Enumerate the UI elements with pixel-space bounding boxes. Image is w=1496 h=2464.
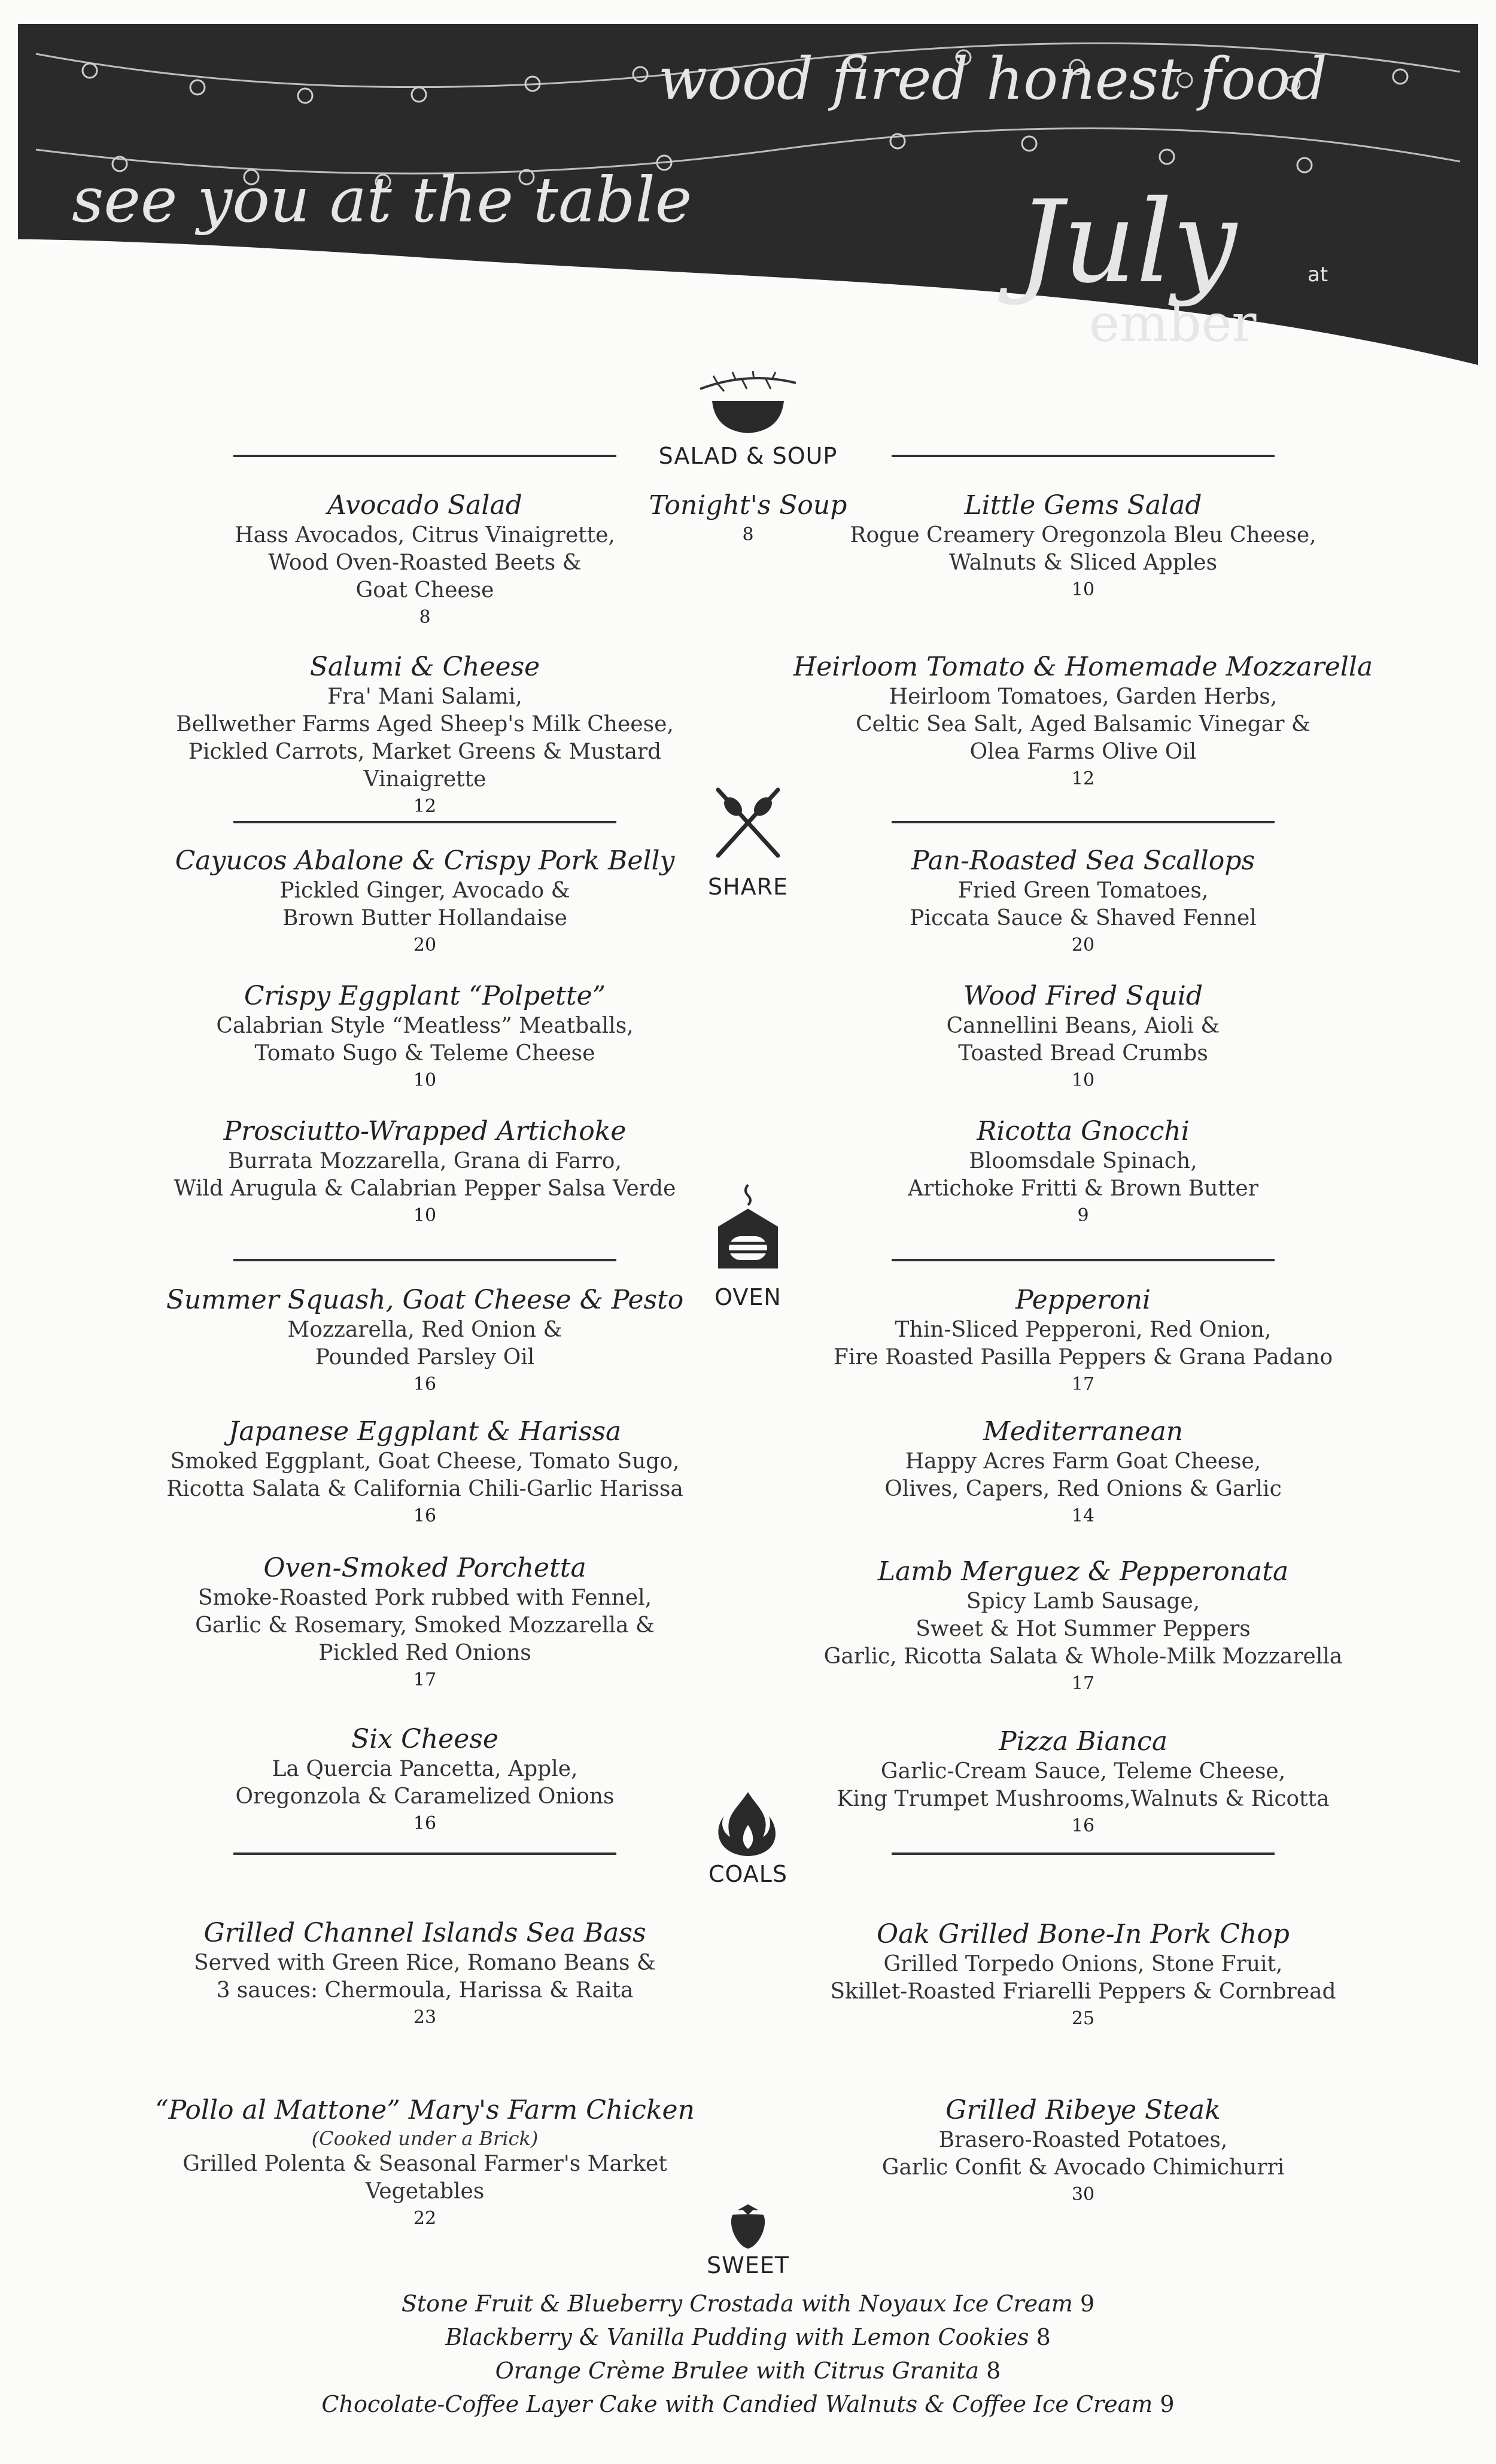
banner-art bbox=[0, 0, 1496, 371]
item-desc: King Trumpet Mushrooms,Walnuts & Ricotta bbox=[837, 1787, 1330, 1811]
item-name: Pizza Bianca bbox=[998, 1726, 1168, 1757]
item-desc: Happy Acres Farm Goat Cheese, bbox=[905, 1449, 1261, 1474]
menu-item bbox=[784, 2094, 1382, 2208]
menu-item bbox=[126, 1284, 724, 1398]
section-salad-soup bbox=[0, 359, 1496, 469]
item-name: Oak Grilled Bone-In Pork Chop bbox=[877, 1919, 1290, 1949]
item-name: Wood Fired Squid bbox=[963, 981, 1203, 1011]
item-desc: Brasero-Roasted Potatoes, bbox=[938, 2128, 1228, 2152]
item-price: 14 bbox=[1071, 1505, 1095, 1526]
strawberry-icon bbox=[682, 2202, 814, 2252]
item-name: Mediterranean bbox=[983, 1416, 1184, 1447]
dessert-name: Orange Crème Brulee with Citrus Granita bbox=[495, 2357, 980, 2384]
section-label-share: SHARE bbox=[707, 874, 789, 900]
item-name: Pepperoni bbox=[1015, 1285, 1151, 1315]
item-desc: Wild Arugula & Calabrian Pepper Salsa Verde bbox=[174, 1176, 676, 1201]
item-desc: Olea Farms Olive Oil bbox=[969, 740, 1197, 764]
item-desc: Garlic & Rosemary, Smoked Mozzarella & bbox=[195, 1613, 655, 1638]
item-name: Grilled Channel Islands Sea Bass bbox=[203, 1918, 646, 1948]
item-desc: Pounded Parsley Oil bbox=[315, 1345, 535, 1370]
menu-item bbox=[784, 845, 1382, 959]
item-desc: Bellwether Farms Aged Sheep's Milk Cheese, bbox=[176, 712, 674, 737]
item-desc: Ricotta Salata & California Chili-Garlic Harissa bbox=[166, 1477, 683, 1501]
item-price: 10 bbox=[1071, 579, 1095, 600]
item-name: Summer Squash, Goat Cheese & Pesto bbox=[166, 1285, 684, 1315]
item-price: 17 bbox=[1071, 1673, 1095, 1694]
item-desc: Goat Cheese bbox=[355, 578, 494, 603]
item-desc: Toasted Bread Crumbs bbox=[958, 1041, 1208, 1066]
item-price: 8 bbox=[742, 524, 754, 545]
menu-item bbox=[784, 489, 1382, 603]
item-name: Ricotta Gnocchi bbox=[977, 1116, 1190, 1146]
item-desc: Hass Avocados, Citrus Vinaigrette, bbox=[235, 523, 615, 547]
item-name: Prosciutto-Wrapped Artichoke bbox=[223, 1116, 627, 1146]
item-name: Six Cheese bbox=[351, 1724, 498, 1754]
item-price: 16 bbox=[1071, 1815, 1095, 1836]
item-desc: Mozzarella, Red Onion & bbox=[287, 1318, 562, 1342]
section-sweet bbox=[0, 2202, 1496, 2280]
item-subtitle: (Cooked under a Brick) bbox=[311, 2127, 539, 2150]
item-name: “Pollo al Mattone” Mary's Farm Chicken bbox=[155, 2095, 695, 2125]
item-desc: Oregonzola & Caramelized Onions bbox=[235, 1784, 615, 1809]
item-price: 17 bbox=[413, 1669, 437, 1690]
bowl-icon bbox=[682, 371, 814, 439]
item-desc: Burrata Mozzarella, Grana di Farro, bbox=[228, 1149, 622, 1173]
item-desc: Grilled Torpedo Onions, Stone Fruit, bbox=[883, 1952, 1283, 1976]
section-label-sweet: SWEET bbox=[707, 2252, 789, 2279]
at-label: at bbox=[1308, 263, 1328, 287]
menu-item bbox=[126, 980, 724, 1094]
dessert-price: 9 bbox=[1160, 2391, 1175, 2417]
menu-item bbox=[784, 980, 1382, 1094]
item-price: 22 bbox=[413, 2208, 437, 2229]
item-desc: Celtic Sea Salt, Aged Balsamic Vinegar & bbox=[856, 712, 1310, 737]
item-desc: Heirloom Tomatoes, Garden Herbs, bbox=[889, 685, 1278, 709]
dessert-item bbox=[0, 2387, 1496, 2421]
item-name: Little Gems Salad bbox=[964, 490, 1202, 521]
menu-item bbox=[784, 651, 1382, 792]
menu-item bbox=[784, 1918, 1382, 2032]
item-name: Cayucos Abalone & Crispy Pork Belly bbox=[175, 845, 675, 876]
item-desc: Pickled Carrots, Market Greens & Mustard Vinaigrette bbox=[188, 740, 662, 792]
item-price: 10 bbox=[413, 1205, 437, 1226]
item-name: Japanese Eggplant & Harissa bbox=[228, 1416, 622, 1447]
item-desc: Artichoke Fritti & Brown Butter bbox=[908, 1176, 1258, 1201]
item-name: Grilled Ribeye Steak bbox=[945, 2095, 1221, 2125]
dessert-name: Chocolate-Coffee Layer Cake with Candied Walnuts & Coffee Ice Cream bbox=[321, 2391, 1153, 2417]
item-desc: Calabrian Style “Meatless” Meatballs, bbox=[216, 1014, 634, 1038]
item-price: 8 bbox=[419, 607, 431, 628]
item-price: 12 bbox=[1071, 768, 1095, 789]
item-name: Crispy Eggplant “Polpette” bbox=[244, 981, 606, 1011]
menu-item bbox=[784, 1556, 1382, 1697]
dessert-name: Blackberry & Vanilla Pudding with Lemon Cookies bbox=[445, 2324, 1029, 2350]
item-name: Avocado Salad bbox=[327, 490, 522, 521]
menu-item bbox=[126, 1416, 724, 1529]
dessert-price: 8 bbox=[1036, 2324, 1051, 2350]
month-title: July bbox=[1017, 176, 1237, 308]
item-desc: Garlic Confit & Avocado Chimichurri bbox=[881, 2155, 1285, 2180]
dessert-item bbox=[0, 2320, 1496, 2354]
item-price: 16 bbox=[413, 1374, 437, 1395]
item-price: 16 bbox=[413, 1813, 437, 1834]
item-desc: Piccata Sauce & Shaved Fennel bbox=[910, 906, 1257, 930]
section-coals bbox=[0, 1789, 1496, 1887]
tagline-1: wood fired honest food bbox=[658, 45, 1327, 112]
dessert-item bbox=[0, 2287, 1496, 2320]
item-desc: Smoke-Roasted Pork rubbed with Fennel, bbox=[197, 1586, 652, 1610]
item-desc: Olives, Capers, Red Onions & Garlic bbox=[884, 1477, 1282, 1501]
item-name: Pan-Roasted Sea Scallops bbox=[911, 845, 1255, 876]
dessert-name: Stone Fruit & Blueberry Crostada with Noyaux Ice Cream bbox=[401, 2290, 1073, 2317]
item-price: 12 bbox=[413, 796, 437, 817]
item-desc: Cannellini Beans, Aioli & bbox=[946, 1014, 1220, 1038]
dessert-item bbox=[0, 2354, 1496, 2387]
section-label-oven: OVEN bbox=[714, 1284, 782, 1310]
item-price: 17 bbox=[1071, 1374, 1095, 1395]
item-price: 25 bbox=[1071, 2008, 1095, 2029]
item-desc: Bloomsdale Spinach, bbox=[969, 1149, 1197, 1173]
item-name: Lamb Merguez & Pepperonata bbox=[877, 1556, 1289, 1587]
item-name: Oven-Smoked Porchetta bbox=[263, 1553, 586, 1583]
menu-item bbox=[126, 845, 724, 959]
item-price: 16 bbox=[413, 1505, 437, 1526]
section-label-salad-soup: SALAD & SOUP bbox=[658, 443, 838, 469]
item-desc: Garlic-Cream Sauce, Teleme Cheese, bbox=[880, 1759, 1286, 1784]
item-desc: Sweet & Hot Summer Peppers bbox=[916, 1617, 1251, 1641]
item-desc: Served with Green Rice, Romano Beans & bbox=[194, 1951, 656, 1975]
item-name: Heirloom Tomato & Homemade Mozzarella bbox=[793, 652, 1373, 682]
oven-icon bbox=[682, 1179, 814, 1277]
item-price: 20 bbox=[1071, 935, 1095, 956]
item-desc: Smoked Eggplant, Goat Cheese, Tomato Sugo, bbox=[170, 1449, 680, 1474]
item-desc: 3 sauces: Chermoula, Harissa & Raita bbox=[216, 1978, 634, 2003]
item-desc: Brown Butter Hollandaise bbox=[282, 906, 567, 930]
menu-item bbox=[126, 1917, 724, 2031]
item-desc: Wood Oven-Roasted Beets & bbox=[268, 550, 582, 575]
restaurant-name: ember bbox=[1089, 294, 1257, 354]
dessert-price: 9 bbox=[1080, 2290, 1095, 2317]
item-desc: Fra' Mani Salami, bbox=[327, 685, 522, 709]
item-desc: Thin-Sliced Pepperoni, Red Onion, bbox=[895, 1318, 1272, 1342]
item-name: Salumi & Cheese bbox=[309, 652, 540, 682]
item-desc: Walnuts & Sliced Apples bbox=[948, 550, 1218, 575]
item-price: 20 bbox=[413, 935, 437, 956]
item-price: 9 bbox=[1077, 1205, 1089, 1226]
item-desc: Pickled Red Onions bbox=[318, 1641, 531, 1665]
flame-icon bbox=[682, 1789, 814, 1863]
dessert-price: 8 bbox=[986, 2357, 1001, 2384]
item-price: 23 bbox=[413, 2007, 437, 2028]
item-desc: Pickled Ginger, Avocado & bbox=[279, 878, 570, 903]
header-banner bbox=[0, 0, 1496, 371]
item-price: 10 bbox=[413, 1070, 437, 1091]
item-price: 30 bbox=[1071, 2184, 1095, 2205]
menu-item bbox=[784, 1416, 1382, 1529]
item-price: 10 bbox=[1071, 1070, 1095, 1091]
tagline-2: see you at the table bbox=[72, 163, 692, 236]
menu-item bbox=[126, 1552, 724, 1693]
item-desc: La Quercia Pancetta, Apple, bbox=[272, 1757, 578, 1781]
item-desc: Fire Roasted Pasilla Peppers & Grana Padano bbox=[833, 1345, 1333, 1370]
item-desc: Spicy Lamb Sausage, bbox=[966, 1589, 1200, 1614]
item-desc: Tomato Sugo & Teleme Cheese bbox=[254, 1041, 595, 1066]
item-desc: Fried Green Tomatoes, bbox=[957, 878, 1209, 903]
item-desc: Garlic, Ricotta Salata & Whole-Milk Mozzarella bbox=[823, 1644, 1343, 1669]
item-desc: Grilled Polenta & Seasonal Farmer's Market Vegetables bbox=[183, 2152, 667, 2204]
menu-item bbox=[784, 1284, 1382, 1398]
item-desc: Rogue Creamery Oregonzola Bleu Cheese, bbox=[850, 523, 1316, 547]
item-desc: Skillet-Roasted Friarelli Peppers & Cornbread bbox=[830, 1979, 1336, 2004]
item-name: Tonight's Soup bbox=[649, 490, 847, 521]
section-label-coals: COALS bbox=[708, 1861, 788, 1887]
